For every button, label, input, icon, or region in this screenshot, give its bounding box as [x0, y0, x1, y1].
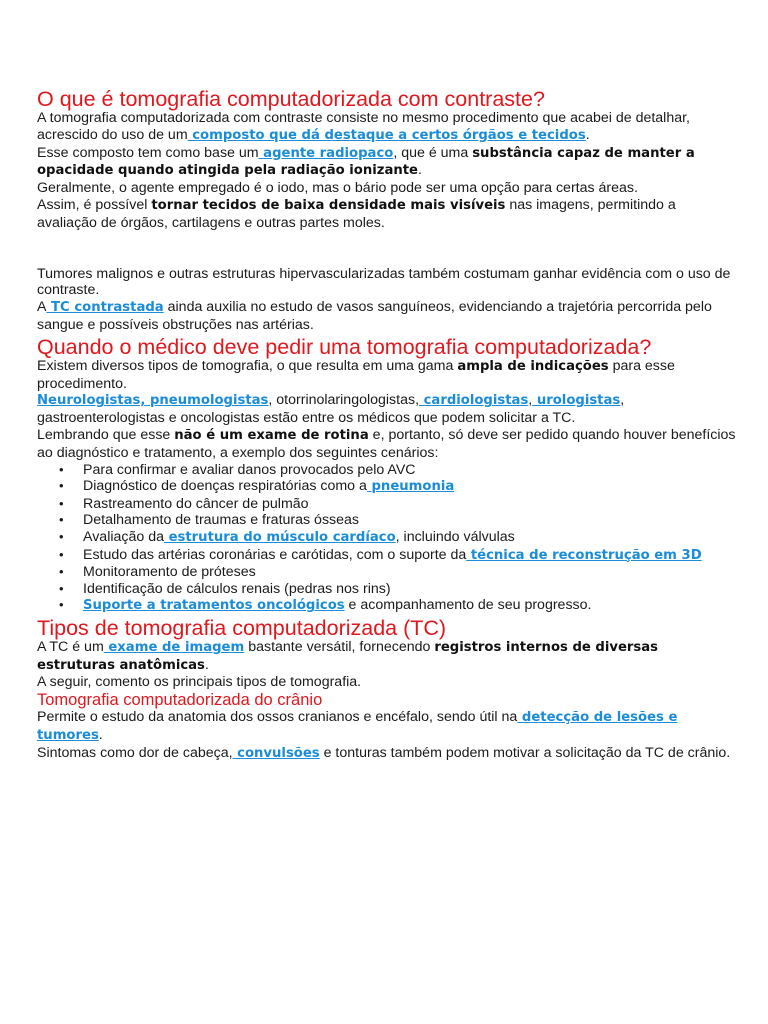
link-cardiologistas[interactable]: cardiologistas	[419, 393, 529, 409]
text: .	[417, 162, 422, 179]
link-musculo-cardiaco[interactable]: estrutura do músculo cardíaco	[163, 529, 396, 545]
text: Diagnóstico de doenças respiratórias como a	[83, 478, 367, 495]
link-composto[interactable]: composto que dá destaque a certos órgãos e tecidos	[187, 127, 586, 143]
link-urologistas[interactable]: urologistas	[532, 393, 621, 409]
text: Permite o estudo da anatomia dos ossos cranianos e encéfalo, sendo útil na	[37, 709, 518, 726]
link-exame-de-imagem[interactable]: exame de imagem	[103, 639, 245, 655]
text: , otorrinolaringologistas,	[268, 392, 420, 409]
text: ,	[528, 392, 533, 409]
list-item	[83, 581, 737, 598]
paragraph	[37, 639, 737, 691]
text: A tomografia computadorizada com contraste consiste no mesmo procedimento que acabei de detalhar, acrescido do uso de um	[37, 110, 690, 143]
paragraph	[37, 266, 737, 334]
list-item	[83, 496, 737, 513]
section-heading-tipos: Tipos de tomografia computadorizada (TC)	[37, 615, 447, 640]
text: Monitoramento de próteses	[83, 564, 256, 581]
text: .	[98, 727, 103, 744]
text: bastante versátil, fornecendo	[244, 638, 435, 655]
text: Existem diversos tipos de tomografia, o que resulta em uma gama	[37, 357, 458, 374]
text: e, portanto, só deve ser pedido quando houver benefícios ao diagnóstico e tratamento, a exemplo dos seguintes cenários:	[37, 426, 736, 461]
text: Tumores malignos e outras estruturas hipervascularizadas também costumam ganhar evidência com o uso de contraste.	[37, 265, 731, 299]
indications-list	[37, 462, 737, 615]
text: Assim, é possível	[37, 196, 152, 213]
text: e acompanhamento de seu progresso.	[344, 597, 592, 614]
text: A	[37, 299, 47, 316]
text: Esse composto tem como base um	[37, 144, 259, 161]
section-heading-contrast: O que é tomografia computadorizada com contraste?	[37, 87, 545, 111]
link-convulsoes[interactable]: convulsões	[232, 745, 320, 761]
text: .	[204, 656, 209, 673]
bold-text: tornar tecidos de baixa densidade mais visíveis	[151, 197, 506, 213]
text: , que é uma	[393, 144, 473, 161]
text: .	[585, 126, 590, 143]
section-heading-quando: Quando o médico deve pedir uma tomografia computadorizada?	[37, 334, 652, 359]
link-tratamentos-oncologicos[interactable]: Suporte a tratamentos oncológicos	[83, 598, 345, 614]
text: Geralmente, o agente empregado é o iodo, mas o bário pode ser uma opção para certas áreas.	[37, 180, 638, 197]
paragraph	[37, 358, 737, 462]
list-item	[83, 547, 737, 565]
text: ainda auxilia no estudo de vasos sanguíneos, evidenciando a trajetória percorrida pelo sangue e possíveis obstruções nas artérias.	[37, 299, 712, 333]
text: para esse procedimento.	[37, 357, 675, 392]
list-item	[83, 564, 737, 581]
link-tc-contrastada[interactable]: TC contrastada	[46, 300, 164, 316]
text: nas imagens, permitindo a avaliação de órgãos, cartilagens e outras partes moles.	[37, 196, 676, 231]
list-item	[83, 478, 737, 496]
link-pneumonia[interactable]: pneumonia	[366, 479, 455, 495]
bold-text: ampla de indicações	[457, 358, 609, 374]
article	[37, 88, 737, 763]
paragraph	[37, 110, 737, 232]
list-item	[83, 462, 737, 479]
text: e tonturas também podem motivar a solicitação da TC de crânio.	[319, 744, 731, 761]
text: , gastroenterologistas e oncologistas estão entre os médicos que podem solicitar a TC.	[37, 392, 625, 427]
link-neurologistas[interactable]: Neurologistas, pneumologistas	[37, 393, 269, 409]
text: A seguir, comento os principais tipos de tomografia.	[37, 674, 362, 691]
text: Rastreamento do câncer de pulmão	[83, 495, 309, 512]
text: Detalhamento de traumas e fraturas ósseas	[83, 512, 360, 529]
link-reconstrucao-3d[interactable]: técnica de reconstrução em 3D	[466, 547, 702, 563]
text: Lembrando que esse	[37, 426, 175, 443]
text: , incluindo válvulas	[395, 528, 515, 545]
text: Avaliação da	[83, 528, 164, 545]
text: A TC é um	[37, 638, 104, 655]
link-deteccao-lesoes[interactable]: detecção de lesões e tumores	[37, 710, 678, 744]
text: Identificação de cálculos renais (pedras nos rins)	[83, 580, 391, 597]
list-item	[83, 597, 737, 615]
bold-text: substância capaz de manter a opacidade quando atingida pela radiação ionizante	[37, 145, 695, 179]
bold-text: registros internos de diversas estruturas anatômicas	[37, 639, 659, 673]
text: Sintomas como dor de cabeça,	[37, 744, 233, 761]
list-item	[83, 529, 737, 547]
text: Estudo das artérias coronárias e carótidas, com o suporte da	[83, 546, 467, 563]
bold-text: não é um exame de rotina	[174, 427, 369, 443]
paragraph	[37, 709, 737, 762]
link-agente-radiopaco[interactable]: agente radiopaco	[258, 145, 394, 161]
text: Para confirmar e avaliar danos provocados pelo AVC	[83, 461, 416, 478]
subheading-cranio: Tomografia computadorizada do crânio	[37, 691, 323, 710]
list-item	[83, 512, 737, 529]
